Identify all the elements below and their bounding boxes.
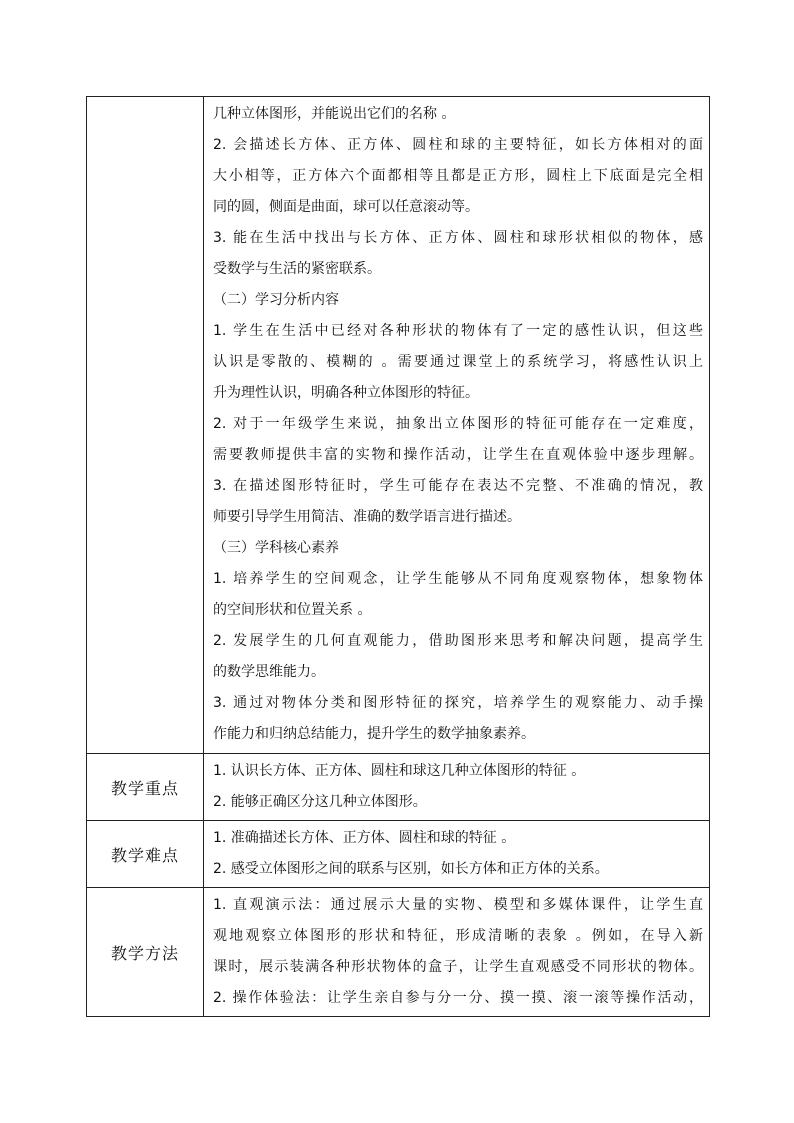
text-line: 的空间形状和位置关系 。 [213,602,372,618]
table-row-difficulties [87,821,710,888]
text-line: 师要引导学生用简洁、准确的数学语言进行描述。 [213,509,521,525]
text-line: 2. 对于一年级学生来说，抽象出立体图形的特征可能存在一定难度， [213,416,703,432]
text-line: 课时，展示装满各种形状物体的盒子，让学生直观感受不同形状的物体。 [213,959,703,975]
difficulties-content [204,821,710,888]
text-line: 1. 准确描述长方体、正方体、圆柱和球的特征 。 [213,830,516,846]
text-line: 受数学与生活的紧密联系。 [213,261,381,277]
row-label-difficulties: 教学难点 [87,821,204,888]
text-line: 3. 在描述图形特征时，学生可能存在表达不完整、不准确的情况，教 [213,478,703,494]
text-line: 同的圆，侧面是曲面，球可以任意滚动等。 [213,199,479,215]
text-line: 几种立体图形，并能说出它们的名称 。 [213,106,456,122]
text-line: 观地观察立体图形的形状和特征，形成清晰的表象 。例如，在导入新 [213,928,703,944]
section-heading: （三）学科核心素养 [213,540,339,556]
text-line: 3. 通过对物体分类和图形特征的探究，培养学生的观察能力、动手操 [213,695,703,711]
table-row-key-points [87,754,710,821]
text-line: 需要教师提供丰富的实物和操作活动，让学生在直观体验中逐步理解。 [213,447,703,463]
section-heading: （二）学习分析内容 [213,292,339,308]
text-line: 1. 培养学生的空间观念，让学生能够从不同角度观察物体，想象物体 [213,571,703,587]
text-line: 升为理性认识，明确各种立体图形的特征。 [213,385,479,401]
table-row-methods [87,888,710,1017]
key-points-content [204,754,710,821]
text-line: 1. 直观演示法：通过展示大量的实物、模型和多媒体课件，让学生直 [213,897,703,913]
text-line: 2. 操作体验法：让学生亲自参与分一分、摸一摸、滚一滚等操作活动， [213,990,703,1006]
text-line: 大小相等，正方体六个面都相等且都是正方形，圆柱上下底面是完全相 [213,168,703,184]
text-line: 3. 能在生活中找出与长方体、正方体、圆柱和球形状相似的物体，感 [213,230,703,246]
table-row-objectives [87,97,710,754]
text-line: 2. 感受立体图形之间的联系与区别，如长方体和正方体的关系。 [213,861,609,877]
text-line: 2. 会描述长方体、正方体、圆柱和球的主要特征，如长方体相对的面 [213,137,703,153]
row-label-methods: 教学方法 [87,888,204,1017]
text-line: 作能力和归纳总结能力，提升学生的数学抽象素养。 [213,726,535,742]
methods-content [204,888,710,1017]
objectives-content [204,97,710,754]
text-line: 2. 发展学生的几何直观能力，借助图形来思考和解决问题，提高学生 [213,633,703,649]
text-line: 2. 能够正确区分这几种立体图形。 [213,794,427,810]
text-line: 认识是零散的、模糊的 。需要通过课堂上的系统学习，将感性认识上 [213,354,703,370]
lesson-plan-table [86,96,710,1017]
row-label-empty [87,97,204,754]
text-line: 1. 认识长方体、正方体、圆柱和球这几种立体图形的特征 。 [213,763,586,779]
text-line: 1. 学生在生活中已经对各种形状的物体有了一定的感性认识，但这些 [213,323,703,339]
row-label-key-points: 教学重点 [87,754,204,821]
text-line: 的数学思维能力。 [213,664,325,680]
